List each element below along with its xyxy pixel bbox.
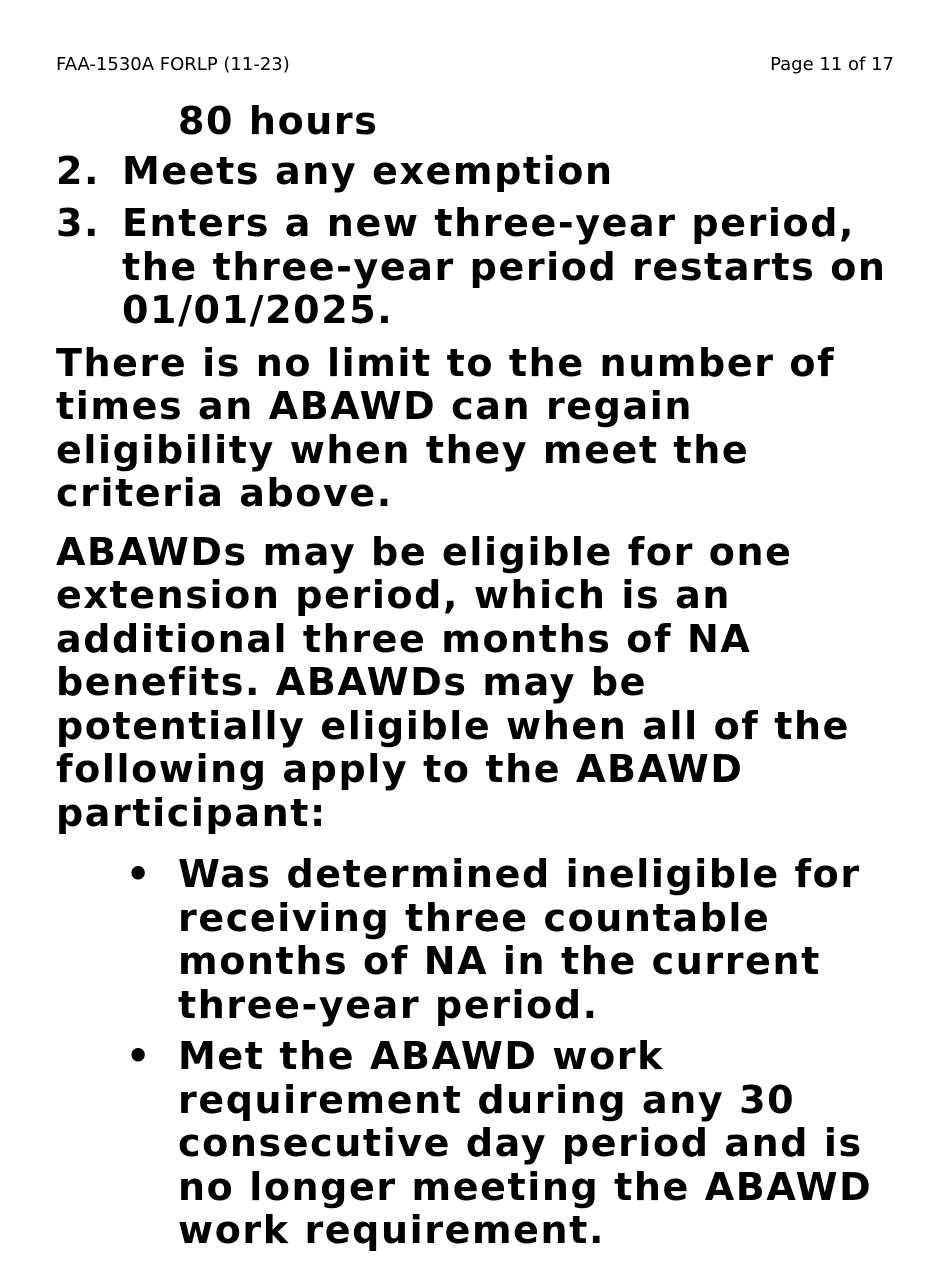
numbered-item (56, 150, 906, 194)
continued-list-text: 80 hours (178, 99, 379, 143)
bullet-item (56, 1035, 906, 1253)
paragraph-regain-eligibility: There is no limit to the number of times an ABAWD can regain eligibility when they meet the criteria above. (56, 340, 836, 515)
bullet-text: Was determined ineligible for receiving three countable months of NA in the current three-year period. (178, 852, 861, 1027)
numbered-item (56, 202, 906, 333)
item-text: Meets any exemption (122, 148, 614, 193)
document-body (56, 100, 906, 1261)
bullet-icon: • (126, 852, 152, 896)
item-number: 2. (56, 148, 101, 193)
item-number: 3. (56, 201, 101, 245)
bullet-icon: • (126, 1034, 152, 1078)
bullet-item (56, 853, 906, 1027)
bullet-text: Met the ABAWD work requirement during any 30 consecutive day period and is no longer meeting the ABAWD work requirement. (178, 1034, 873, 1252)
page-header (56, 52, 894, 78)
item-text: Enters a new three-year period, the three-year period restarts on 01/01/2025. (122, 201, 887, 332)
form-id: FAA-1530A FORLP (11-23) (56, 54, 290, 75)
page-number: Page 11 of 17 (770, 54, 894, 75)
paragraph-extension-period: ABAWDs may be eligible for one extension period, which is an additional three months of NA benefits. ABAWDs may be potentially eligible when all of the following apply to the ABAWD participant: (56, 529, 851, 835)
